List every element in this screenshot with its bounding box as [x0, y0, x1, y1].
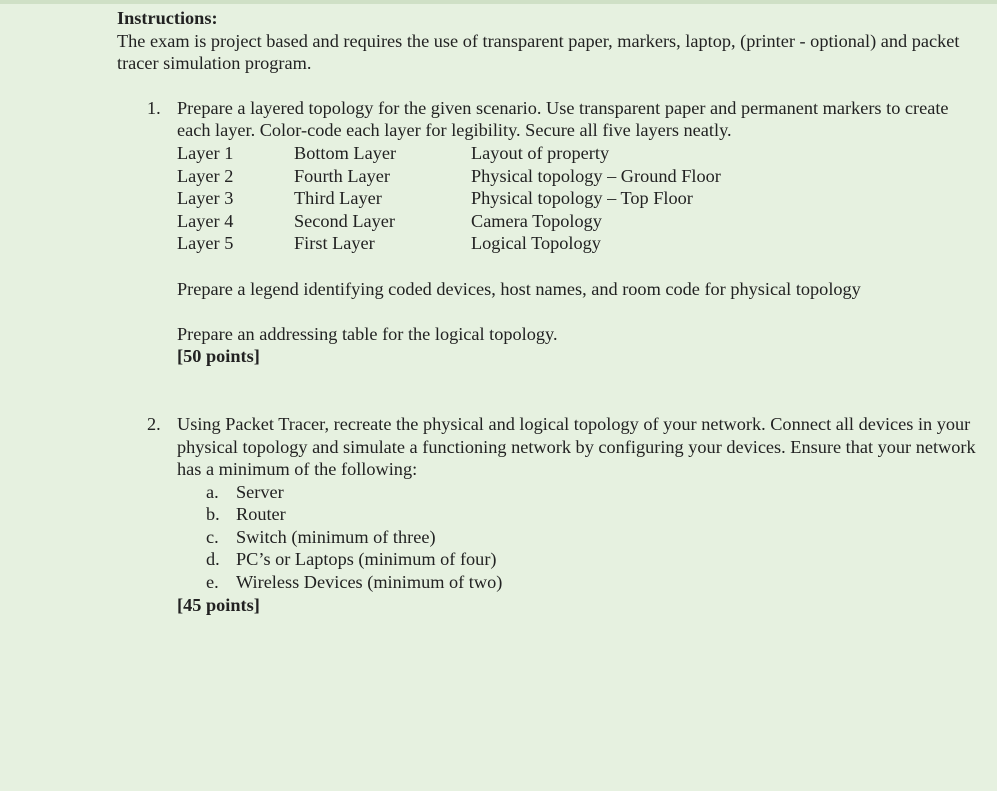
requirement-letter: b.	[206, 504, 220, 525]
layer-position: Bottom Layer	[294, 142, 397, 163]
requirement-text: Router	[236, 504, 286, 525]
task-1-description: Prepare a layered topology for the given scenario. Use transparent paper and permanent markers to create each layer. Color-code each layer for legibility. Secure all five layers neatly.	[177, 97, 949, 141]
requirement-text: PC’s or Laptops (minimum of four)	[236, 549, 497, 570]
layer-content: Layout of property	[471, 142, 610, 163]
requirement-text: Switch (minimum of three)	[236, 526, 436, 547]
requirement-letter: d.	[206, 549, 220, 570]
task-1-points: [50 points]	[177, 346, 260, 367]
task-2-number: 2.	[147, 413, 161, 434]
layer-number: Layer 1	[177, 142, 234, 163]
layer-content: Physical topology – Top Floor	[471, 188, 693, 209]
task-2	[117, 413, 977, 616]
requirements-list	[177, 481, 977, 594]
layer-content: Camera Topology	[471, 210, 602, 231]
requirement-text: Wireless Devices (minimum of two)	[236, 572, 503, 593]
requirement-letter: c.	[206, 526, 219, 547]
layer-row	[177, 142, 721, 165]
layer-row	[177, 210, 721, 233]
task-2-points: [45 points]	[177, 594, 260, 615]
layer-row	[177, 187, 721, 210]
layer-number: Layer 3	[177, 188, 234, 209]
task-2-description: Using Packet Tracer, recreate the physical and logical topology of your network. Connect all devices in your physical topology and simulate a functioning network by configuring your devices. Ensure that your network has a minimum of the following:	[177, 413, 976, 480]
addressing-instruction: Prepare an addressing table for the logical topology.	[177, 323, 558, 344]
layer-content: Physical topology – Ground Floor	[471, 165, 721, 186]
requirement-letter: e.	[206, 572, 219, 593]
requirement-item	[177, 503, 977, 526]
requirement-letter: a.	[206, 481, 219, 502]
intro-paragraph: The exam is project based and requires the use of transparent paper, markers, laptop, (printer - optional) and packet tracer simulation program.	[117, 30, 960, 74]
requirement-item	[177, 526, 977, 549]
layer-number: Layer 2	[177, 165, 234, 186]
top-border	[0, 0, 997, 4]
requirement-item	[177, 548, 977, 571]
requirement-item	[177, 571, 977, 594]
task-1	[117, 97, 977, 368]
instructions-heading: Instructions:	[117, 8, 218, 28]
task-1-number: 1.	[147, 97, 161, 118]
requirement-item	[177, 481, 977, 504]
instructions-document	[117, 7, 977, 616]
legend-instruction: Prepare a legend identifying coded devices, host names, and room code for physical topology	[177, 278, 861, 299]
requirement-text: Server	[236, 481, 284, 502]
layer-position: Second Layer	[294, 210, 396, 231]
layer-number: Layer 4	[177, 210, 234, 231]
layer-row	[177, 232, 721, 255]
layer-position: Third Layer	[294, 188, 382, 209]
layer-position: Fourth Layer	[294, 165, 390, 186]
layer-row	[177, 165, 721, 188]
layer-number: Layer 5	[177, 233, 234, 254]
layer-content: Logical Topology	[471, 233, 601, 254]
layer-position: First Layer	[294, 233, 375, 254]
layers-table	[177, 142, 721, 255]
